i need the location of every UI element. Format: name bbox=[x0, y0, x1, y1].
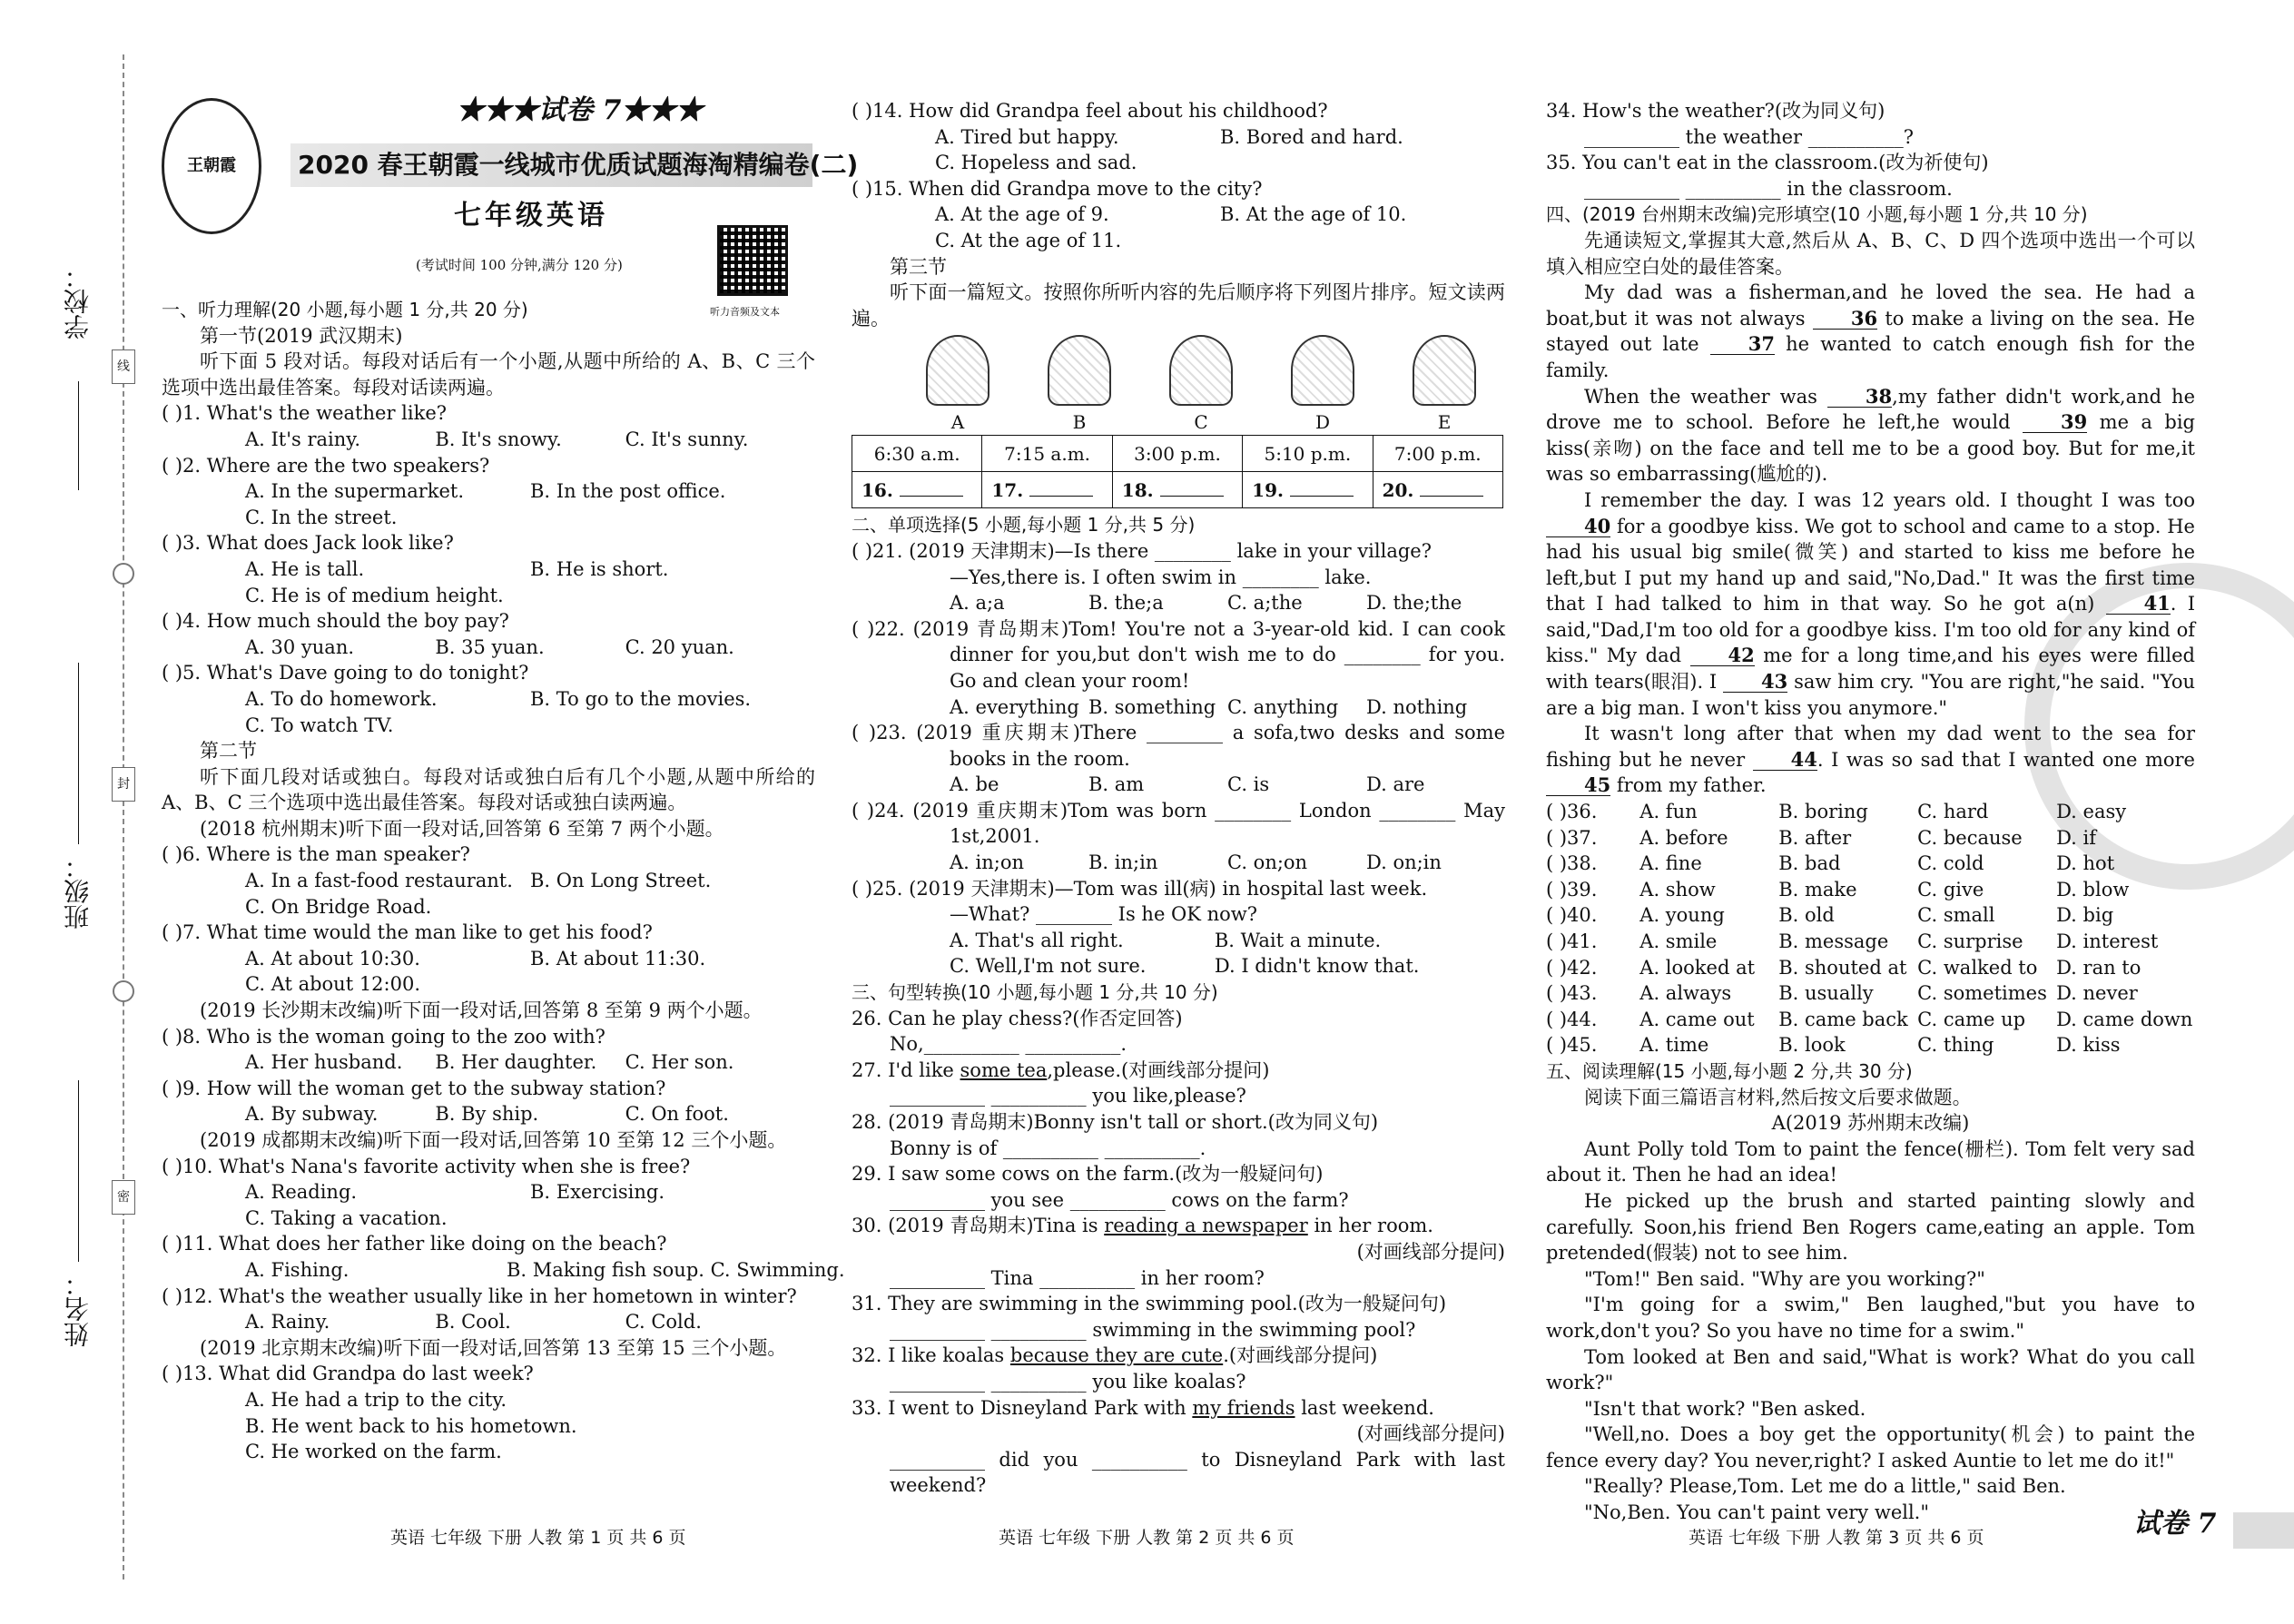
choice-option[interactable]: D. came down bbox=[2056, 1008, 2193, 1030]
answer-cell[interactable]: 20. bbox=[1373, 472, 1502, 508]
choice-number: ( )36. bbox=[1546, 801, 1598, 823]
passage-paragraph: "No,Ben. You can't paint very well." bbox=[1584, 1501, 1930, 1524]
choice-option[interactable]: A. time bbox=[1639, 1034, 1709, 1057]
choice-option[interactable]: C. surprise bbox=[1917, 930, 2023, 952]
instructions: 听下面 5 段对话。每段对话后有一个小题,从题中所给的 A、B、C 三个选项中选出最佳答案。每段对话读两遍。 bbox=[162, 350, 815, 399]
girl-eating-icon bbox=[1169, 335, 1233, 405]
options: A. be B. am C. is D. are bbox=[950, 773, 1425, 796]
choice-row bbox=[1546, 799, 2195, 825]
qr-code-icon[interactable] bbox=[717, 225, 788, 296]
choice-option[interactable]: A. before bbox=[1639, 826, 1728, 849]
picture-d: D bbox=[1262, 335, 1383, 435]
choice-row bbox=[1546, 1007, 2195, 1033]
answer-line[interactable]: __________ did you __________ to Disneyland Park with last weekend? bbox=[890, 1448, 1505, 1497]
options: A. Her husband. B. Her daughter. C. Her son. bbox=[245, 1051, 734, 1074]
choice-option[interactable]: D. big bbox=[2056, 904, 2114, 927]
name-field[interactable] bbox=[78, 1080, 79, 1262]
section-heading: 三、句型转换(10 小题,每小题 1 分,共 10 分) bbox=[852, 981, 1218, 1004]
choice-option[interactable]: C. thing bbox=[1917, 1034, 1994, 1057]
options: A. That's all right. B. Wait a minute. bbox=[950, 929, 1382, 951]
time-cell: 7:00 p.m. bbox=[1373, 436, 1502, 472]
options: A. 30 yuan. B. 35 yuan. C. 20 yuan. bbox=[245, 635, 734, 658]
answer-line[interactable]: __________ __________ you like koalas? bbox=[890, 1370, 1246, 1393]
choice-option[interactable]: B. came back bbox=[1778, 1008, 1908, 1030]
class-label: 班级： bbox=[63, 853, 93, 930]
choice-option[interactable]: B. message bbox=[1778, 930, 1889, 952]
question: 34. How's the weather?(改为同义句) bbox=[1546, 100, 1885, 122]
choice-option[interactable]: B. usually bbox=[1778, 982, 1874, 1005]
name-label: 姓名： bbox=[63, 1271, 93, 1347]
question-line: —What? ________ Is he OK now? bbox=[950, 903, 1258, 926]
answer-cell[interactable]: 16. bbox=[852, 472, 982, 508]
choice-option[interactable]: A. show bbox=[1639, 878, 1716, 901]
binding-hole bbox=[113, 563, 134, 585]
column-2 bbox=[852, 98, 1505, 1499]
time-cell: 3:00 p.m. bbox=[1112, 436, 1242, 472]
answer-line[interactable]: __________ you see __________ cows on the farm? bbox=[890, 1188, 1349, 1211]
cloze-choices bbox=[1546, 799, 2195, 1058]
section-heading: 五、阅读理解(15 小题,每小题 2 分,共 30 分) bbox=[1546, 1059, 1913, 1082]
options: A. To do homework. B. To go to the movies. bbox=[245, 687, 752, 710]
school-label: 学校： bbox=[63, 263, 93, 340]
options: C. On Bridge Road. bbox=[245, 895, 432, 918]
options: A. At the age of 9. B. At the age of 10. bbox=[935, 203, 1407, 226]
choice-number: ( )39. bbox=[1546, 878, 1598, 901]
question: ( )9. How will the woman get to the subway station? bbox=[162, 1077, 666, 1099]
question-note: (对画线部分提问) bbox=[1356, 1240, 1505, 1263]
picture-b: B bbox=[1019, 335, 1140, 435]
school-field[interactable] bbox=[78, 381, 79, 490]
passage-a bbox=[1546, 1137, 2195, 1526]
cloze-paragraph: I remember the day. I was 12 years old. I thought I was too 40 for a goodbye kiss. We got to school and came to a stop. He had his usual big smile(微笑) and started to kiss me before he left,but I put my hand up and said,"No,Dad." It was the first time that I had talked to him in that way. So he got a(n) 41. I said,"Dad,I'm too old for a goodbye kiss. I'm too old for any kind of kiss." My dad 42 me for a long time,and his eyes were filled with tears(眼泪). I 43 saw him cry. "You are right,"he said. "You are a big man. I won't kiss you anymore." bbox=[1546, 488, 2195, 719]
question: ( )15. When did Grandpa move to the city? bbox=[852, 177, 1263, 200]
choice-option[interactable]: D. kiss bbox=[2056, 1034, 2121, 1057]
options: A. By subway. B. By ship. C. On foot. bbox=[245, 1103, 729, 1126]
section-heading: 二、单项选择(5 小题,每小题 1 分,共 5 分) bbox=[852, 514, 1196, 536]
choice-option[interactable]: D. blow bbox=[2056, 878, 2130, 901]
answer-line[interactable]: __________ __________ in the classroom. bbox=[1584, 177, 1953, 200]
cloze-paragraph: It wasn't long after that when my dad went to the sea for fishing but he never 44. I was so sad that I wanted one more 45 from my father. bbox=[1546, 723, 2195, 797]
choice-option[interactable]: A. fun bbox=[1639, 801, 1698, 823]
question: ( )12. What's the weather usually like in her hometown in winter? bbox=[162, 1284, 797, 1307]
passage-paragraph: "Isn't that work? "Ben asked. bbox=[1584, 1397, 1866, 1420]
paper-tag: 试卷 7 bbox=[2133, 1508, 2217, 1540]
exam-info: (考试时间 100 分钟,满分 120 分) bbox=[416, 257, 623, 273]
question: 35. You can't eat in the classroom.(改为祈使句) bbox=[1546, 152, 1989, 174]
choice-option[interactable]: A. fine bbox=[1639, 852, 1702, 875]
seal-mark-line: 线 bbox=[112, 349, 135, 384]
question: 32. I like koalas because they are cute.(对画线部分提问) bbox=[852, 1344, 1378, 1367]
passage-paragraph: "Well,no. Does a boy get the opportunity(机会) to paint the fence every day? You never,right? I asked Auntie to let me do it!" bbox=[1546, 1423, 2195, 1471]
options: A. Tired but happy. B. Bored and hard. bbox=[935, 125, 1403, 148]
page-footer-2: 英语 七年级 下册 人教 第 2 页 共 6 页 bbox=[999, 1528, 1295, 1548]
passage-paragraph: He picked up the brush and started painting slowly and carefully. Soon,his friend Ben Rogers came,eating an apple. Tom pretended(假装) not to see him. bbox=[1546, 1189, 2195, 1265]
part-heading: 第三节 bbox=[890, 255, 947, 278]
options: A. Rainy. B. Cool. C. Cold. bbox=[245, 1311, 702, 1334]
choice-option[interactable]: C. walked to bbox=[1917, 956, 2038, 979]
options: A. In a fast-food restaurant. B. On Long Street. bbox=[245, 870, 712, 892]
question: 33. I went to Disneyland Park with my friends last weekend. bbox=[852, 1396, 1434, 1419]
options: C. Hopeless and sad. bbox=[935, 152, 1137, 174]
options: C. Well,I'm not sure. D. I didn't know that. bbox=[950, 955, 1420, 978]
answer-line[interactable]: __________ __________ swimming in the swimming pool? bbox=[890, 1318, 1416, 1341]
passage-title: A(2019 苏州期末改编) bbox=[1771, 1112, 1970, 1135]
picture-row bbox=[852, 335, 1505, 435]
picture-e: E bbox=[1383, 335, 1505, 435]
corner-block bbox=[2233, 1512, 2294, 1549]
choice-option[interactable]: A. looked at bbox=[1639, 956, 1756, 979]
choice-number: ( )45. bbox=[1546, 1034, 1598, 1057]
choice-number: ( )38. bbox=[1546, 852, 1598, 875]
question: ( )23. (2019 重庆期末)There ________ a sofa,two desks and some books in the room. bbox=[852, 722, 1505, 770]
question: ( )1. What's the weather like? bbox=[162, 402, 448, 425]
options: A. in;on B. in;in C. on;on D. on;in bbox=[950, 851, 1442, 874]
choice-option[interactable]: A. came out bbox=[1639, 1008, 1755, 1030]
picture-a: A bbox=[897, 335, 1019, 435]
binding-margin bbox=[0, 0, 154, 1624]
options: A. a;a B. the;a C. a;the D. the;the bbox=[950, 592, 1462, 615]
question: ( )7. What time would the man like to get his food? bbox=[162, 921, 653, 944]
choice-row bbox=[1546, 851, 2195, 877]
choice-option[interactable]: C. give bbox=[1917, 878, 1984, 901]
group-instruction: (2019 成都期末改编)听下面一段对话,回答第 10 至第 12 三个小题。 bbox=[200, 1129, 787, 1151]
options: B. He went back to his hometown. bbox=[245, 1414, 577, 1437]
options: C. Taking a vacation. bbox=[245, 1206, 448, 1229]
options: A. everything B. something C. anything D. nothing bbox=[950, 695, 1468, 718]
question: ( )3. What does Jack look like? bbox=[162, 532, 454, 555]
part-heading: 第二节 bbox=[200, 740, 257, 763]
time-cell: 5:10 p.m. bbox=[1243, 436, 1373, 472]
girl-gift-icon bbox=[1291, 335, 1354, 405]
passage-paragraph: "Really? Please,Tom. Let me do a little," said Ben. bbox=[1584, 1475, 2066, 1498]
question: ( )21. (2019 天津期末)—Is there ________ lake in your village? bbox=[852, 539, 1432, 562]
girl-reading-icon bbox=[926, 335, 989, 405]
choice-row bbox=[1546, 825, 2195, 851]
choice-option[interactable]: B. bad bbox=[1778, 852, 1841, 875]
choice-row bbox=[1546, 1032, 2195, 1058]
question: ( )22. (2019 青岛期末)Tom! You're not a 3-year-old kid. I can cook dinner for you,but don't wish me to do ________ for you. Go and clean your room! bbox=[852, 617, 1505, 692]
publisher-logo: 王朝霞 bbox=[162, 98, 261, 234]
section-heading: 四、(2019 台州期末改编)完形填空(10 小题,每小题 1 分,共 10 分) bbox=[1546, 203, 2088, 226]
subject-title: 七年级英语 bbox=[454, 200, 608, 231]
options: C. In the street. bbox=[245, 506, 398, 528]
choice-option[interactable]: B. look bbox=[1778, 1034, 1846, 1057]
group-instruction: (2019 北京期末改编)听下面一段对话,回答第 13 至第 15 三个小题。 bbox=[200, 1336, 787, 1359]
time-cell: 7:15 a.m. bbox=[982, 436, 1112, 472]
bus-stop-icon bbox=[1048, 335, 1111, 405]
answer-cell[interactable]: 18. bbox=[1112, 472, 1242, 508]
answer-cell[interactable]: 17. bbox=[982, 472, 1112, 508]
page-footer-1: 英语 七年级 下册 人教 第 1 页 共 6 页 bbox=[390, 1528, 686, 1548]
choice-option[interactable]: C. cold bbox=[1917, 852, 1984, 875]
passage-paragraph: Aunt Polly told Tom to paint the fence(栅栏). Tom felt very sad about it. Then he had an idea! bbox=[1546, 1137, 2195, 1186]
choice-option[interactable]: A. smile bbox=[1639, 930, 1718, 952]
ordering-table bbox=[852, 435, 1503, 508]
question: ( )4. How much should the boy pay? bbox=[162, 610, 509, 633]
cloze-paragraph: When the weather was 38,my father didn't work,and he drove me to school. Before he left,he would 39 me a big kiss(亲吻) on the face and tell me to be a good boy. But for me,it was so embarrassing(尴尬的). bbox=[1546, 384, 2196, 486]
choice-option[interactable]: B. after bbox=[1778, 826, 1852, 849]
options: C. To watch TV. bbox=[245, 714, 394, 736]
choice-option[interactable]: C. hard bbox=[1917, 801, 1989, 823]
cut-line bbox=[123, 54, 124, 1580]
choice-option[interactable]: C. came up bbox=[1917, 1008, 2026, 1030]
paper-number: ★★★试卷 7★★★ bbox=[457, 94, 704, 126]
choice-option[interactable]: B. old bbox=[1778, 904, 1835, 927]
instructions: 听下面几段对话或独白。每段对话或独白后有几个小题,从题中所给的 A、B、C 三个选项中选出最佳答案。每段对话或独白读两遍。 bbox=[162, 765, 815, 814]
options: A. In the supermarket. B. In the post office. bbox=[245, 480, 726, 503]
seal-mark-secret: 密 bbox=[112, 1180, 135, 1215]
options: A. It's rainy. B. It's snowy. C. It's sunny. bbox=[245, 428, 749, 450]
choice-option[interactable]: D. interest bbox=[2056, 930, 2159, 952]
seal-mark-seal: 封 bbox=[112, 767, 135, 802]
choice-row bbox=[1546, 902, 2195, 929]
choice-number: ( )42. bbox=[1546, 956, 1598, 979]
question: ( )2. Where are the two speakers? bbox=[162, 454, 490, 477]
paper-title: 2020 春王朝霞一线城市优质试题海淘精编卷(二) bbox=[290, 143, 812, 187]
choice-option[interactable]: A. young bbox=[1639, 904, 1725, 927]
options: C. At about 12:00. bbox=[245, 973, 421, 996]
options: A. He had a trip to the city. bbox=[245, 1388, 507, 1411]
question: 30. (2019 青岛期末)Tina is reading a newspaper in her room. bbox=[852, 1215, 1433, 1237]
options: C. At the age of 11. bbox=[935, 229, 1122, 251]
question: 26. Can he play chess?(作否定回答) bbox=[852, 1007, 1183, 1029]
options: C. He is of medium height. bbox=[245, 584, 504, 606]
options: A. Reading. B. Exercising. bbox=[245, 1181, 665, 1204]
question: 31. They are swimming in the swimming pool.(改为一般疑问句) bbox=[852, 1293, 1447, 1315]
answer-line[interactable]: Bonny is of __________ __________. bbox=[890, 1137, 1206, 1159]
passage-paragraph: "Tom!" Ben said. "Why are you working?" bbox=[1584, 1267, 1985, 1290]
choice-row bbox=[1546, 877, 2195, 903]
question-line: —Yes,there is. I often swim in ________ lake. bbox=[950, 566, 1372, 588]
options: A. Fishing. B. Making fish soup. C. Swimming. bbox=[245, 1258, 845, 1281]
choice-option[interactable]: B. make bbox=[1778, 878, 1857, 901]
choice-row bbox=[1546, 955, 2195, 981]
answer-line[interactable]: __________ __________ you like,please? bbox=[890, 1085, 1246, 1107]
question: ( )25. (2019 天津期末)—Tom was ill(病) in hospital last week. bbox=[852, 877, 1428, 900]
instructions: 先通读短文,掌握其大意,然后从 A、B、C、D 四个选项中选出一个可以填入相应空白处的最佳答案。 bbox=[1546, 229, 2195, 278]
choice-option[interactable]: C. sometimes bbox=[1917, 982, 2047, 1005]
question: ( )6. Where is the man speaker? bbox=[162, 843, 470, 866]
class-field[interactable] bbox=[78, 663, 79, 844]
choice-option[interactable]: B. boring bbox=[1778, 801, 1868, 823]
choice-option[interactable]: C. because bbox=[1917, 826, 2023, 849]
options: C. He worked on the farm. bbox=[245, 1441, 502, 1463]
choice-number: ( )44. bbox=[1546, 1008, 1598, 1030]
column-1 bbox=[162, 297, 845, 1465]
answer-line[interactable]: __________ Tina __________ in her room? bbox=[890, 1266, 1265, 1289]
picture-c: C bbox=[1140, 335, 1262, 435]
answer-line[interactable]: No,__________ __________. bbox=[890, 1033, 1127, 1056]
choice-number: ( )43. bbox=[1546, 982, 1598, 1005]
choice-option[interactable]: D. hot bbox=[2056, 852, 2115, 875]
choice-row bbox=[1546, 980, 2195, 1007]
choice-number: ( )41. bbox=[1546, 930, 1598, 952]
answer-line[interactable]: __________ the weather __________? bbox=[1584, 125, 1915, 148]
part-heading: 第一节(2019 武汉期末) bbox=[200, 324, 403, 347]
instructions: 听下面一篇短文。按照你所听内容的先后顺序将下列图片排序。短文读两遍。 bbox=[852, 281, 1505, 330]
question: ( )11. What does her father like doing on the beach? bbox=[162, 1233, 667, 1255]
choice-option[interactable]: D. never bbox=[2056, 982, 2138, 1005]
group-instruction: (2019 长沙期末改编)听下面一段对话,回答第 8 至第 9 两个小题。 bbox=[200, 999, 763, 1022]
question: 27. I'd like some tea,please.(对画线部分提问) bbox=[852, 1058, 1270, 1081]
question: ( )10. What's Nana's favorite activity when she is free? bbox=[162, 1155, 691, 1177]
passage-paragraph: "I'm going for a swim," Ben laughed,"but you have to work,don't you? So you have no time for a swim." bbox=[1546, 1294, 2195, 1342]
qr-label: 听力音频及文本 bbox=[710, 306, 780, 318]
choice-row bbox=[1546, 929, 2195, 955]
choice-option[interactable]: C. small bbox=[1917, 904, 1995, 927]
cloze-paragraph: My dad was a fisherman,and he loved the sea. He had a boat,but it was not always 36 to make a living on the sea. He stayed out late 37 he wanted to catch enough fish for the family. bbox=[1546, 281, 2195, 381]
time-cell: 6:30 a.m. bbox=[852, 436, 982, 472]
options: A. At about 10:30. B. At about 11:30. bbox=[245, 947, 706, 969]
question: ( )13. What did Grandpa do last week? bbox=[162, 1363, 534, 1385]
column-3 bbox=[1546, 98, 2195, 1526]
group-instruction: (2018 杭州期末)听下面一段对话,回答第 6 至第 7 两个小题。 bbox=[200, 817, 724, 840]
choice-number: ( )37. bbox=[1546, 826, 1598, 849]
table-tennis-icon bbox=[1413, 335, 1476, 405]
question: ( )5. What's Dave going to do tonight? bbox=[162, 662, 529, 684]
question-note: (对画线部分提问) bbox=[1356, 1422, 1505, 1445]
choice-option[interactable]: D. ran to bbox=[2056, 956, 2141, 979]
options: A. He is tall. B. He is short. bbox=[245, 557, 669, 580]
choice-option[interactable]: A. always bbox=[1639, 982, 1732, 1005]
choice-option[interactable]: D. if bbox=[2056, 826, 2097, 849]
page-footer-3: 英语 七年级 下册 人教 第 3 页 共 6 页 bbox=[1689, 1528, 1984, 1548]
question: 28. (2019 青岛期末)Bonny isn't tall or short.(改为同义句) bbox=[852, 1111, 1379, 1133]
question: ( )8. Who is the woman going to the zoo with? bbox=[162, 1025, 605, 1048]
question: 29. I saw some cows on the farm.(改为一般疑问句) bbox=[852, 1163, 1324, 1186]
answer-cell[interactable]: 19. bbox=[1243, 472, 1373, 508]
choice-number: ( )40. bbox=[1546, 904, 1598, 927]
question: ( )24. (2019 重庆期末)Tom was born ________ London ________ May 1st,2001. bbox=[852, 799, 1505, 848]
binding-hole bbox=[113, 980, 134, 1002]
instructions: 阅读下面三篇语言材料,然后按文后要求做题。 bbox=[1584, 1086, 1972, 1108]
choice-option[interactable]: B. shouted at bbox=[1778, 956, 1907, 979]
section-heading: 一、听力理解(20 小题,每小题 1 分,共 20 分) bbox=[162, 299, 528, 320]
passage-paragraph: Tom looked at Ben and said,"What is work? What do you call work?" bbox=[1546, 1345, 2195, 1394]
question: ( )14. How did Grandpa feel about his childhood? bbox=[852, 100, 1328, 122]
choice-option[interactable]: D. easy bbox=[2056, 801, 2127, 823]
